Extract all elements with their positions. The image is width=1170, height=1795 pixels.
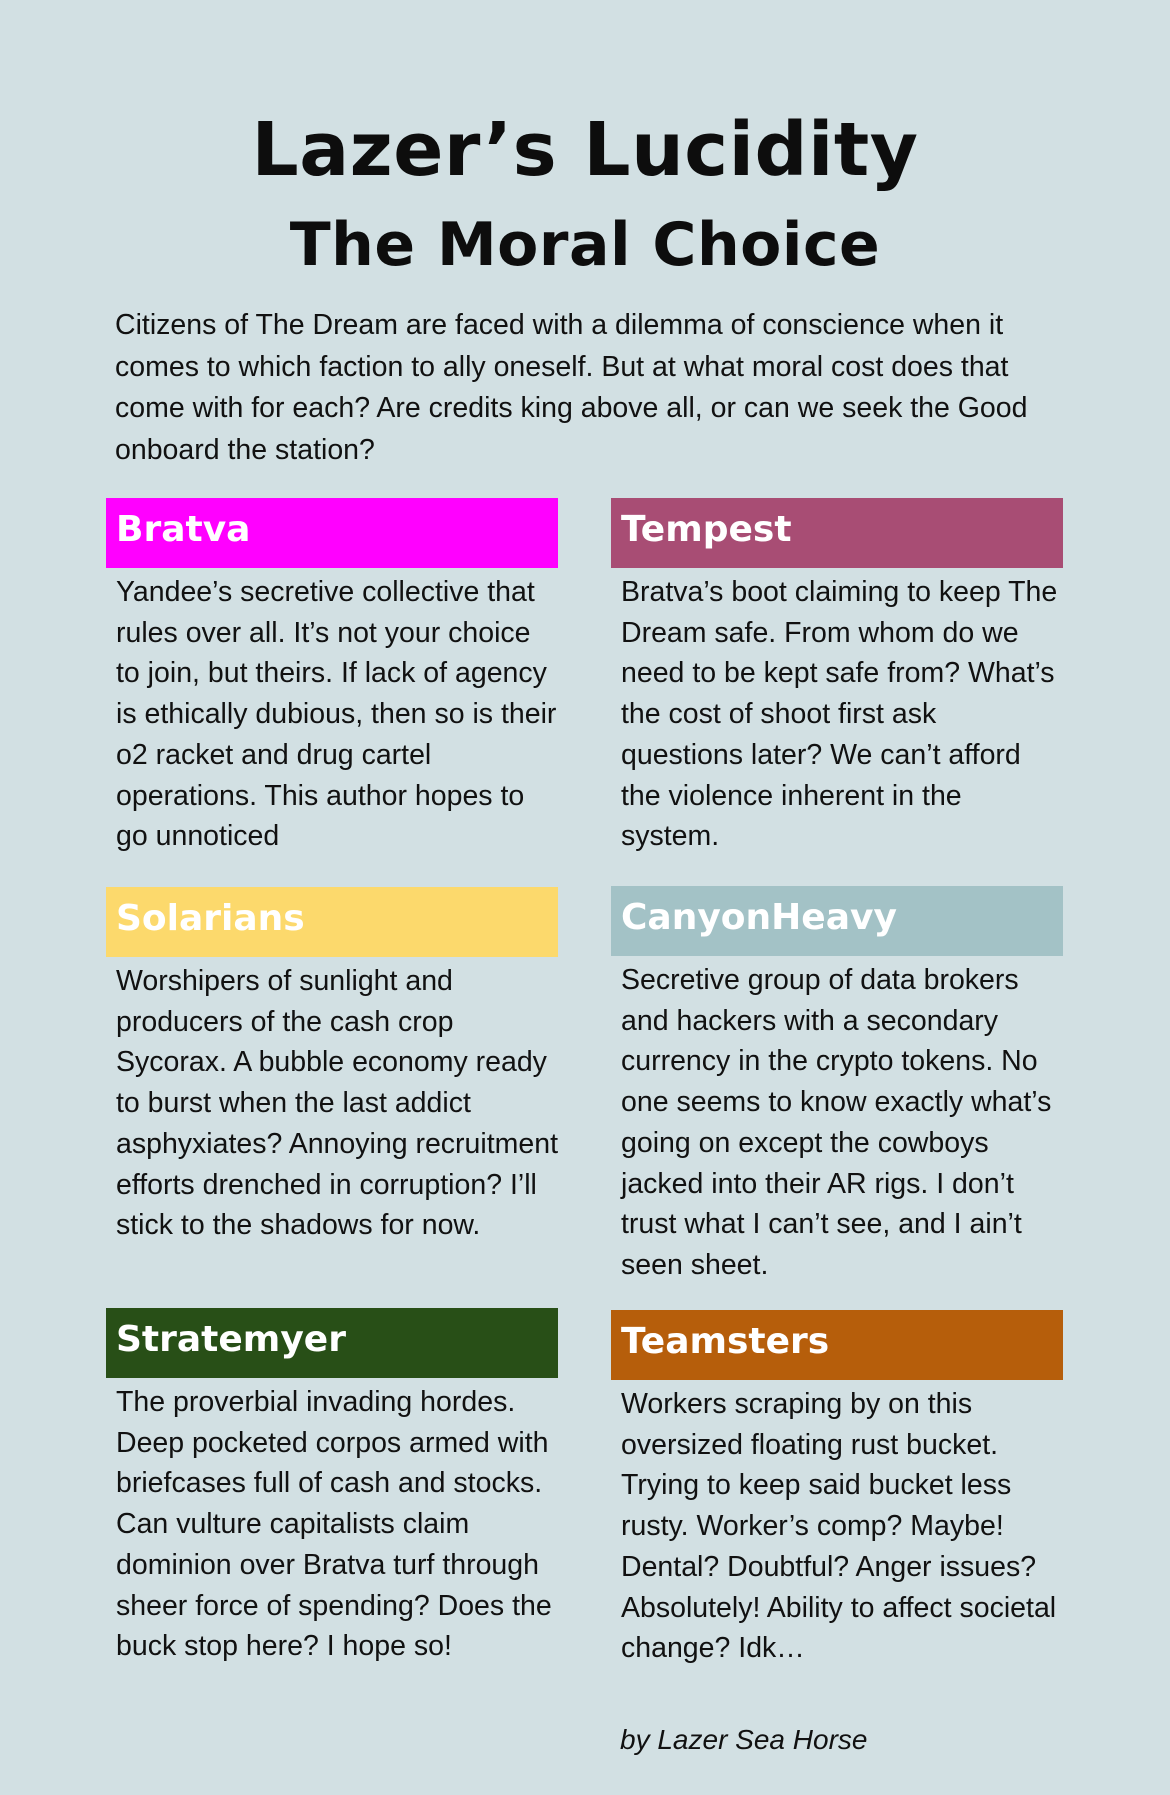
faction-description-bratva: Yandee’s secretive collective that rules over all. It’s not your choice to join, but theirs. If lack of agency is ethically dubious, then so is their o2 racket and drug cartel operations. This author hopes to go unnoticed bbox=[116, 576, 557, 853]
page-title: Lazer’s Lucidity bbox=[251, 107, 919, 193]
faction-description-teamsters: Workers scraping by on this oversized floating rust bucket. Trying to keep said bucket less rusty. Worker’s comp? Maybe! Dental? Doubtful? Anger issues? Absolutely! Ability to affect societal change? Idk… bbox=[621, 1388, 1057, 1665]
faction-card-canyonheavy bbox=[611, 886, 1063, 1286]
page-subtitle: The Moral Choice bbox=[289, 210, 881, 280]
faction-header-bratva: Bratva bbox=[106, 498, 558, 568]
faction-header-stratemyer: Stratemyer bbox=[106, 1308, 558, 1378]
faction-card-stratemyer bbox=[106, 1308, 558, 1667]
faction-header-teamsters: Teamsters bbox=[611, 1310, 1063, 1380]
faction-description-tempest: Bratva’s boot claiming to keep The Dream safe. From whom do we need to be kept safe from? What’s the cost of shoot first ask questions later? We can’t afford the violence inherent in the system. bbox=[621, 576, 1058, 853]
faction-header-canyonheavy: CanyonHeavy bbox=[611, 886, 1063, 956]
faction-description-canyonheavy: Secretive group of data brokers and hackers with a secondary currency in the crypto tokens. No one seems to know exactly what’s going on except the cowboys jacked into their AR rigs. I don’t trust what I can’t see, and I ain’t seen sheet. bbox=[621, 964, 1052, 1281]
faction-card-tempest bbox=[611, 498, 1063, 857]
faction-card-teamsters bbox=[611, 1310, 1063, 1669]
faction-header-solarians: Solarians bbox=[106, 887, 558, 957]
faction-header-tempest: Tempest bbox=[611, 498, 1063, 568]
author-byline: by Lazer Sea Horse bbox=[620, 1724, 868, 1755]
faction-description-solarians: Worshipers of sunlight and producers of the cash crop Sycorax. A bubble economy ready to burst when the last addict asphyxiates? Annoying recruitment efforts drenched in corruption? I’ll stick to the shadows for now. bbox=[116, 965, 559, 1242]
faction-card-bratva bbox=[106, 498, 558, 857]
faction-description-stratemyer: The proverbial invading hordes. Deep pocketed corpos armed with briefcases full of cash and stocks. Can vulture capitalists claim dominion over Bratva turf through sheer force of spending? Does the buck stop here? I hope so! bbox=[116, 1386, 552, 1663]
faction-card-solarians bbox=[106, 887, 558, 1246]
intro-paragraph: Citizens of The Dream are faced with a dilemma of conscience when it comes to which faction to ally oneself. But at what moral cost does that come with for each? Are credits king above all, or can we seek the Good onboard the station? bbox=[115, 309, 1028, 466]
